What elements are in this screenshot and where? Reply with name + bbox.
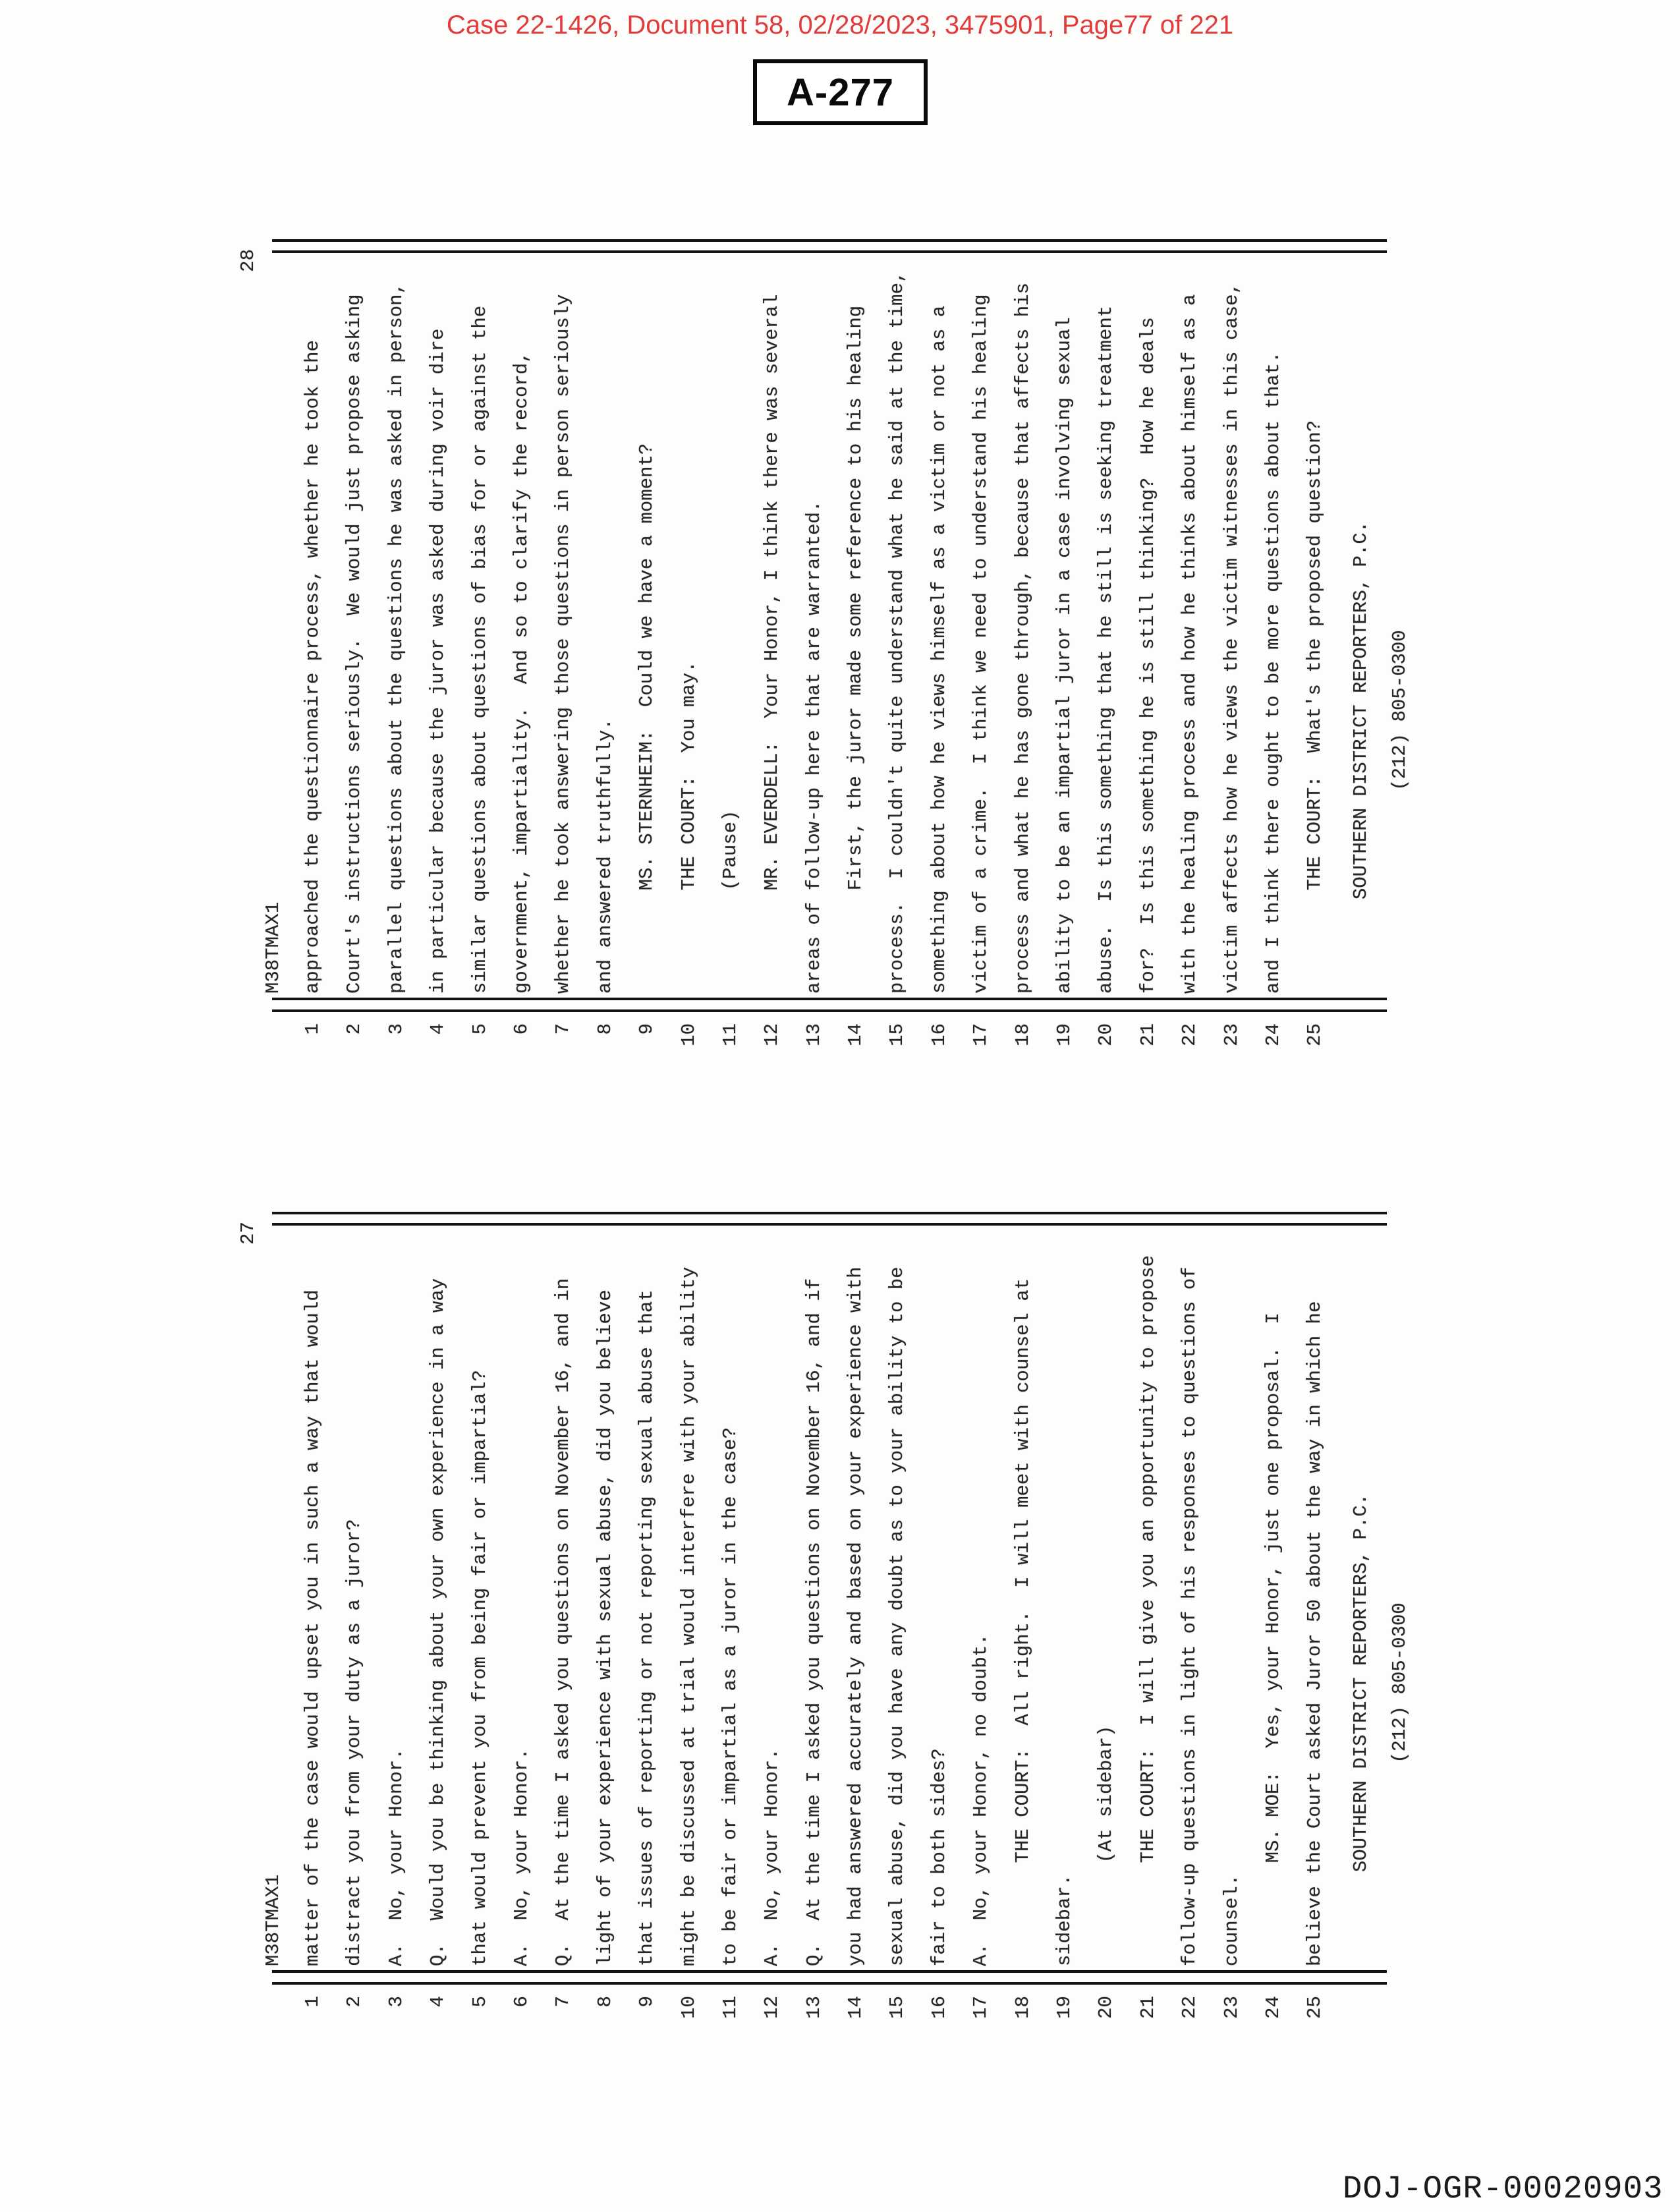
line-text: First, the juror made some reference to his healing	[845, 305, 867, 994]
line-number: 9	[636, 1996, 658, 2008]
line-text: for? Is this something he is still thinking? How he deals	[1136, 317, 1159, 994]
transcript-lines	[302, 1226, 1346, 2031]
transcript-line	[1137, 253, 1179, 1058]
line-number: 19	[1053, 1023, 1076, 1046]
line-text: Q. At the time I asked you questions on November 16, and in	[552, 1278, 574, 1966]
transcript-line	[886, 1226, 928, 2031]
transcript-lines	[302, 253, 1346, 1058]
transcript-line	[1053, 1226, 1095, 2031]
transcript-line	[1095, 1226, 1136, 2031]
line-text: A. No, your Honor.	[510, 1748, 532, 1966]
reporters-footer-line2: (212) 805-0300	[1389, 630, 1411, 791]
line-text: and answered truthfully.	[594, 718, 616, 994]
transcript-line	[761, 1226, 802, 2031]
line-text: (Pause)	[719, 810, 741, 994]
transcript-line	[552, 1226, 594, 2031]
line-number: 11	[719, 1023, 741, 1046]
transcript-line	[469, 253, 511, 1058]
transcript-line	[803, 1226, 845, 2031]
line-number: 22	[1179, 1996, 1201, 2019]
transcript-line	[594, 253, 636, 1058]
line-text: government, impartiality. And so to clarify the record,	[510, 351, 532, 994]
transcript-line	[803, 253, 845, 1058]
transcript-line	[1012, 1226, 1053, 2031]
line-number: 7	[552, 1023, 574, 1035]
transcript-page-inner	[236, 235, 1411, 1058]
line-number: 17	[970, 1996, 992, 2019]
transcript-page-inner	[236, 1207, 1411, 2031]
reporters-footer-line2: (212) 805-0300	[1389, 1602, 1411, 1763]
line-text: and I think there ought to be more questions about that.	[1262, 351, 1284, 994]
transcript-line	[511, 253, 552, 1058]
line-text: A. No, your Honor.	[761, 1748, 783, 1966]
line-text: counsel.	[1220, 1874, 1243, 1966]
transcript-line	[761, 253, 802, 1058]
line-number: 18	[1011, 1023, 1034, 1046]
transcript-line	[636, 253, 677, 1058]
line-number: 13	[802, 1996, 825, 2019]
line-number: 13	[802, 1023, 825, 1046]
line-text: that issues of reporting or not reporting sexual abuse that	[636, 1290, 658, 1966]
line-text: whether he took answering those questions in person seriously	[552, 294, 574, 994]
transcript-line	[1304, 253, 1345, 1058]
line-number: 3	[385, 1023, 407, 1035]
line-number: 15	[886, 1023, 909, 1046]
transcript-line	[1137, 1226, 1179, 2031]
transcript-line	[678, 253, 719, 1058]
line-number: 14	[845, 1996, 867, 2019]
transcript-line	[719, 253, 761, 1058]
line-number: 16	[928, 1023, 950, 1046]
line-number: 4	[427, 1023, 449, 1035]
bates-number: DOJ-OGR-00020903	[1343, 2170, 1664, 2207]
line-text: MS. STERNHEIM: Could we have a moment?	[636, 443, 658, 994]
line-text: areas of follow-up here that are warranted.	[802, 500, 825, 994]
line-text: process and what he has gone through, because that affects his	[1011, 283, 1034, 994]
transcript-line	[1179, 1226, 1220, 2031]
transcript-line	[385, 1226, 427, 2031]
transcript-line	[469, 1226, 511, 2031]
line-text: sidebar.	[1053, 1874, 1076, 1966]
line-number: 20	[1095, 1996, 1117, 2019]
transcript-line	[1179, 253, 1220, 1058]
transcript-line	[1012, 253, 1053, 1058]
line-number: 1	[302, 1996, 323, 2008]
line-text: parallel questions about the questions he was asked in person,	[385, 283, 407, 994]
line-number: 10	[677, 1023, 700, 1046]
transcript-line	[1304, 1226, 1345, 2031]
line-number: 16	[928, 1996, 950, 2019]
session-code: M38TMAX1	[262, 1874, 284, 1966]
line-text: A. No, your Honor, no doubt.	[970, 1633, 992, 1966]
line-number: 4	[427, 1996, 449, 2008]
transcript-line	[302, 1226, 343, 2031]
transcript-line	[385, 253, 427, 1058]
reporters-footer-line1: SOUTHERN DISTRICT REPORTERS, P.C.	[1350, 1493, 1372, 1873]
appendix-page-label: A-277	[787, 71, 894, 114]
transcript-line	[552, 253, 594, 1058]
line-number: 24	[1262, 1023, 1284, 1046]
line-number: 6	[510, 1996, 532, 2008]
transcript-line	[594, 1226, 636, 2031]
transcript-line	[427, 1226, 468, 2031]
line-text: distract you from your duty as a juror?	[343, 1519, 366, 1966]
line-text: process. I couldn't quite understand what he said at the time,	[886, 271, 909, 994]
line-number: 22	[1179, 1023, 1201, 1046]
transcript-line	[928, 1226, 970, 2031]
line-text: that would prevent you from being fair or impartial?	[468, 1370, 491, 1966]
transcript-line	[886, 253, 928, 1058]
transcript-line	[845, 1226, 886, 2031]
appendix-page-stamp-box	[753, 59, 928, 125]
transcript-line	[1053, 253, 1095, 1058]
line-number: 15	[886, 1996, 909, 2019]
line-text: with the healing process and how he thinks about himself as a	[1179, 294, 1201, 994]
line-text: believe the Court asked Juror 50 about the way in which he	[1304, 1301, 1326, 1966]
line-number: 11	[719, 1996, 741, 2019]
line-text: follow-up questions in light of his responses to questions of	[1179, 1266, 1201, 1966]
line-number: 2	[343, 1023, 366, 1035]
line-text: something about how he views himself as a victim or not as a	[928, 305, 950, 994]
transcript-line	[511, 1226, 552, 2031]
transcript-line	[1221, 253, 1262, 1058]
transcript-line	[678, 1226, 719, 2031]
transcript-line	[302, 253, 343, 1058]
line-number: 18	[1011, 1996, 1034, 2019]
reporters-footer-line1: SOUTHERN DISTRICT REPORTERS, P.C.	[1350, 521, 1372, 900]
line-text: ability to be an impartial juror in a case involving sexual	[1053, 317, 1076, 994]
line-number: 3	[385, 1996, 407, 2008]
line-number: 8	[594, 1023, 616, 1035]
line-number: 6	[510, 1023, 532, 1035]
transcript-line	[928, 253, 970, 1058]
line-text: THE COURT: You may.	[677, 661, 700, 994]
transcript-page-28	[236, 235, 1411, 1058]
line-text: approached the questionnaire process, whether he took the	[302, 340, 323, 994]
right-edge-double-rule	[272, 239, 1387, 253]
line-text: you had answered accurately and based on your experience with	[845, 1266, 867, 1966]
case-caption-header: Case 22-1426, Document 58, 02/28/2023, 3475901, Page77 of 221	[446, 11, 1234, 40]
line-text: Q. Would you be thinking about your own experience in a way	[427, 1278, 449, 1966]
line-text: matter of the case would upset you in such a way that would	[302, 1290, 323, 1966]
line-number: 5	[468, 1023, 491, 1035]
line-number: 8	[594, 1996, 616, 2008]
line-text: MR. EVERDELL: Your Honor, I think there was several	[761, 294, 783, 994]
transcript-line	[343, 1226, 385, 2031]
transcript-line	[970, 253, 1011, 1058]
line-text: light of your experience with sexual abuse, did you believe	[594, 1290, 616, 1966]
line-text: sexual abuse, did you have any doubt as to your ability to be	[886, 1266, 909, 1966]
line-text: THE COURT: What's the proposed question?	[1304, 420, 1326, 994]
line-text: (At sidebar)	[1095, 1725, 1117, 1966]
line-text: victim of a crime. I think we need to understand his healing	[970, 294, 992, 994]
transcript-line	[343, 253, 385, 1058]
line-text: A. No, your Honor.	[385, 1748, 407, 1966]
transcript-line	[1221, 1226, 1262, 2031]
transcript-page-27	[236, 1207, 1411, 2031]
line-number: 17	[970, 1023, 992, 1046]
line-text: MS. MOE: Yes, your Honor, just one proposal. I	[1262, 1313, 1284, 1966]
line-text: similar questions about questions of bias for or against the	[468, 305, 491, 994]
transcript-line	[427, 253, 468, 1058]
line-number: 19	[1053, 1996, 1076, 2019]
line-number: 21	[1136, 1023, 1159, 1046]
transcript-line	[636, 1226, 677, 2031]
line-text: to be fair or impartial as a juror in the case?	[719, 1427, 741, 1966]
line-number: 14	[845, 1023, 867, 1046]
line-text: Q. At the time I asked you questions on November 16, and if	[802, 1278, 825, 1966]
line-number: 7	[552, 1996, 574, 2008]
line-text: might be discussed at trial would interfere with your ability	[677, 1266, 700, 1966]
reporters-footer	[1341, 1335, 1419, 2031]
line-number: 12	[761, 1023, 783, 1046]
right-edge-double-rule	[272, 1212, 1387, 1226]
page-number: 28	[237, 249, 259, 272]
transcript-line	[1262, 253, 1304, 1058]
line-number: 24	[1262, 1996, 1284, 2019]
line-text: Court's instructions seriously. We would just propose asking	[343, 294, 366, 994]
line-text: THE COURT: All right. I will meet with counsel at	[1011, 1278, 1034, 1966]
transcript-line	[1262, 1226, 1304, 2031]
page-number: 27	[237, 1222, 259, 1245]
line-number: 9	[636, 1023, 658, 1035]
line-number: 23	[1220, 1996, 1243, 2019]
line-text: abuse. Is this something that he still is seeking treatment	[1095, 305, 1117, 994]
transcript-line	[719, 1226, 761, 2031]
line-text: fair to both sides?	[928, 1748, 950, 1966]
session-code: M38TMAX1	[262, 901, 284, 994]
line-number: 25	[1304, 1023, 1326, 1046]
line-number: 25	[1304, 1996, 1326, 2019]
line-text: THE COURT: I will give you an opportunity to propose	[1136, 1255, 1159, 1966]
reporters-footer	[1341, 362, 1419, 1058]
transcript-line	[1095, 253, 1136, 1058]
line-number: 12	[761, 1996, 783, 2019]
line-number: 21	[1136, 1996, 1159, 2019]
line-number: 10	[677, 1996, 700, 2019]
line-number: 5	[468, 1996, 491, 2008]
line-number: 20	[1095, 1023, 1117, 1046]
line-number: 2	[343, 1996, 366, 2008]
line-text: victim affects how he views the victim witnesses in this case,	[1220, 283, 1243, 994]
line-number: 1	[302, 1023, 323, 1035]
line-text: in particular because the juror was asked during voir dire	[427, 328, 449, 994]
transcript-line	[845, 253, 886, 1058]
line-number: 23	[1220, 1023, 1243, 1046]
transcript-line	[970, 1226, 1011, 2031]
